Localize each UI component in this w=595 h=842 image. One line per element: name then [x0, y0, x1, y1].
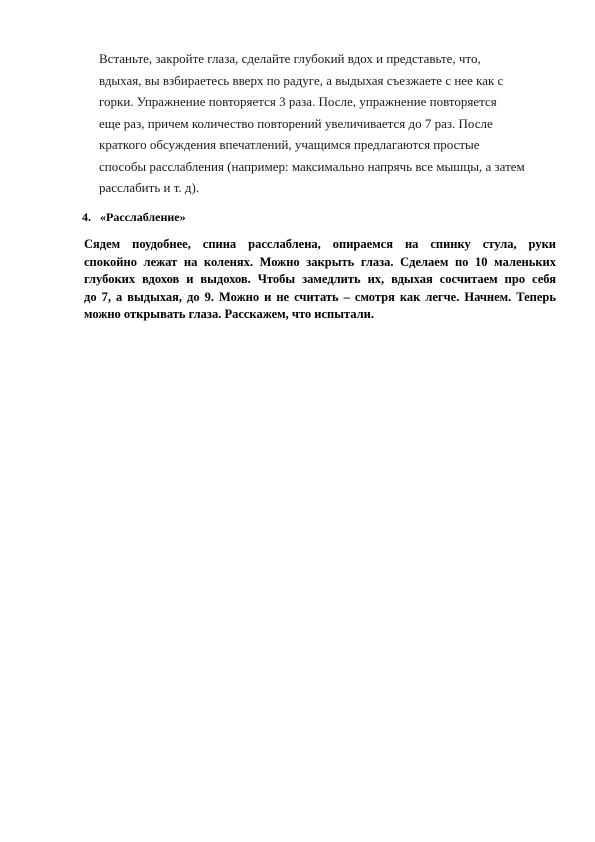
- exercise-line: спокойно лежат на коленях. Можно закрыть глаза. Сделаем по 10 маленьких: [84, 254, 556, 269]
- exercise-line: Сядем поудобнее, спина расслаблена, опираемся на спинку стула, руки: [84, 237, 556, 251]
- exercise-line: глубоких вдохов и выдохов. Чтобы замедлить их, вдыхая сосчитаем про себя: [84, 272, 556, 286]
- intro-line: способы расслабления (например: максимально напрячь все мышцы, а затем: [99, 158, 525, 174]
- intro-line: Встаньте, закройте глаза, сделайте глубокий вдох и представьте, что,: [99, 51, 481, 66]
- intro-line: горки. Упражнение повторяется 3 раза. После, упражнение повторяется: [99, 94, 497, 109]
- intro-line: еще раз, причем количество повторений увеличивается до 7 раз. После: [99, 115, 493, 131]
- section-title: «Расслабление»: [100, 210, 186, 224]
- section-heading: [82, 210, 186, 225]
- exercise-paragraph: [84, 236, 556, 324]
- intro-line: вдыхая, вы взбираетесь вверх по радуге, а выдыхая съезжаете с нее как с: [99, 72, 504, 88]
- intro-line: краткого обсуждения впечатлений, учащимся предлагаются простые: [99, 137, 480, 152]
- section-number: 4.: [82, 210, 91, 224]
- intro-paragraph: [99, 48, 559, 199]
- exercise-line: до 7, а выдыхая, до 9. Можно и не считать – смотря как легче. Начнем. Теперь: [84, 289, 556, 304]
- exercise-line: можно открывать глаза. Расскажем, что испытали.: [84, 307, 375, 321]
- intro-line: расслабить и т. д).: [99, 180, 200, 195]
